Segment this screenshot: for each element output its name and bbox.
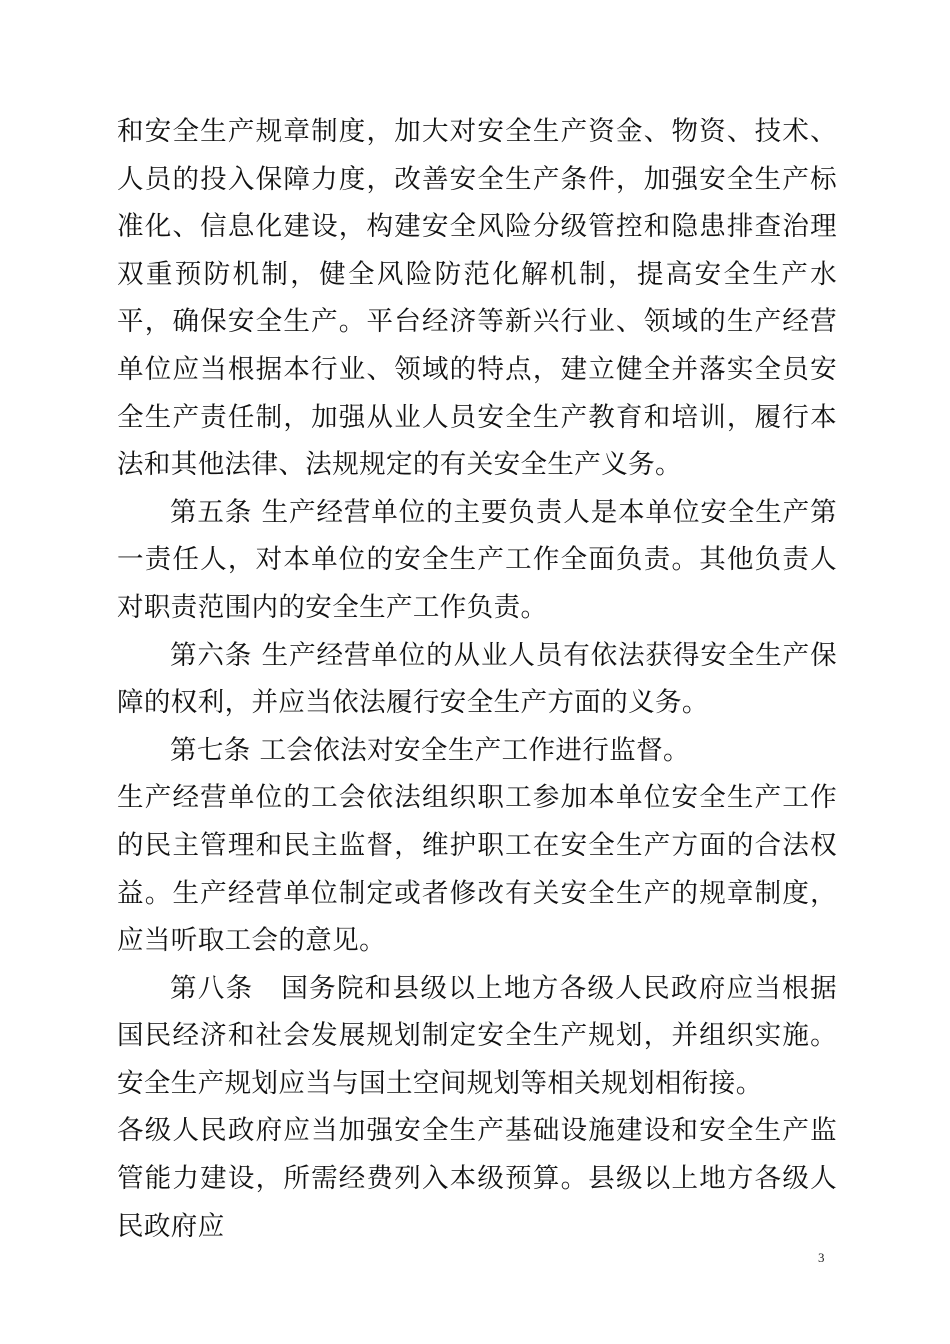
document-body — [117, 108, 837, 1250]
paragraph-article-8: 第八条 国务院和县级以上地方各级人民政府应当根据国民经济和社会发展规划制定安全生产规划，并组织实施。安全生产规划应当与国土空间规划等相关规划相衔接。 — [117, 972, 837, 1099]
paragraph-article-6: 第六条 生产经营单位的从业人员有依法获得安全生产保障的权利，并应当依法履行安全生产方面的义务。 — [117, 639, 837, 719]
paragraph-article-8-clause: 各级人民政府应当加强安全生产基础设施建设和安全生产监管能力建设，所需经费列入本级预算。县级以上地方各级人民政府应 — [117, 1115, 837, 1242]
paragraph-article-7: 第七条 工会依法对安全生产工作进行监督。 — [170, 734, 690, 766]
page-number: 3 — [818, 1250, 825, 1265]
paragraph-continuation: 和安全生产规章制度，加大对安全生产资金、物资、技术、人员的投入保障力度，改善安全生产条件，加强安全生产标准化、信息化建设，构建安全风险分级管控和隐患排查治理双重预防机制，健全风险防范化解机制，提高安全生产水平，确保安全生产。平台经济等新兴行业、领域的生产经营单位应当根据本行业、领域的特点，建立健全并落实全员安全生产责任制，加强从业人员安全生产教育和培训，履行本法和其他法律、法规规定的有关安全生产义务。 — [117, 116, 837, 481]
paragraph-article-7-clause: 生产经营单位的工会依法组织职工参加本单位安全生产工作的民主管理和民主监督，维护职工在安全生产方面的合法权益。生产经营单位制定或者修改有关安全生产的规章制度，应当听取工会的意见。 — [117, 782, 837, 957]
paragraph-article-5: 第五条 生产经营单位的主要负责人是本单位安全生产第一责任人，对本单位的安全生产工作全面负责。其他负责人对职责范围内的安全生产工作负责。 — [117, 496, 837, 623]
